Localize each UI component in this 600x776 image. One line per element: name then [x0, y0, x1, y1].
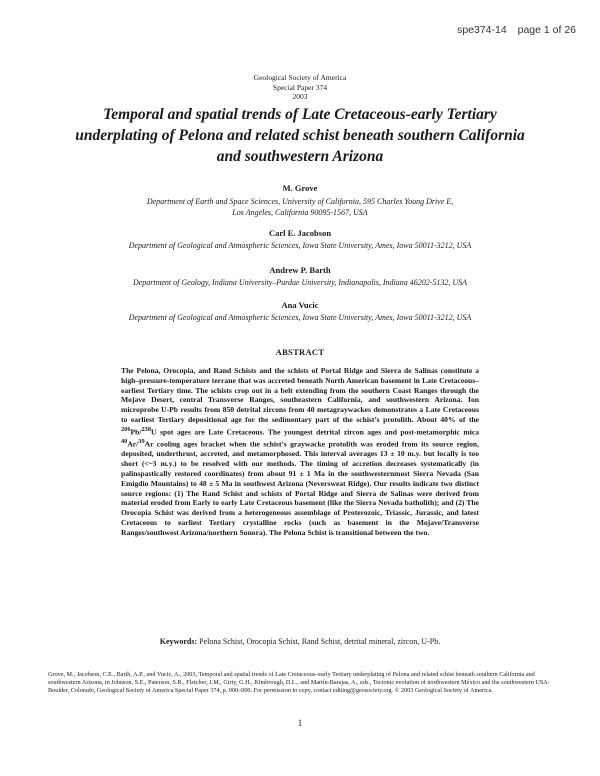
society-name: Geological Society of America	[253, 73, 347, 82]
isotope-superscript: 238	[141, 425, 151, 433]
affiliation-line: Department of Earth and Space Sciences, University of California, 595 Charles Young Drive E,	[146, 197, 454, 206]
keywords-text: Pelona Schist, Orocopia Schist, Rand Schist, detrital mineral, zircon, U-Pb.	[199, 637, 441, 646]
paper-title: Temporal and spatial trends of Late Cretaceous-early Tertiary underplating of Pelona and related schist beneath southern California and southwestern Arizona	[75, 106, 525, 165]
abstract-text: Ar/	[127, 439, 139, 449]
page-number: 1	[297, 718, 303, 728]
isotope-superscript: 206	[121, 425, 131, 433]
author-affiliation: Department of Geological and Atmospheric Sciences, Iowa State University, Ames, Iowa 50011-3212, USA	[128, 241, 472, 250]
abstract-text: The Pelona, Orocopia, and Rand Schists and the schists of Portal Ridge and Sierra de Salinas constitute a high–pressure-temperature terrane that was accreted beneath North American basement in Late Cretaceous–earliest Tertiary time. The schists crop out in a belt extending from the southern Coast Ranges through the Mojave Desert, central Transverse Ranges, southeastern California, and southwestern Arizona. Ion microprobe U-Pb results from 850 detrital zircons from 40 metagraywackes demonstrates a Late Cretaceous to earliest Tertiary depositional age for the sedimentary part of the schist’s protolith. About 40% of the	[121, 366, 479, 424]
author-affiliation	[20, 196, 580, 218]
isotope-superscript: 39	[138, 438, 145, 446]
abstract-text: Pb/	[130, 427, 142, 437]
publication-year: 2003	[292, 92, 308, 101]
affiliation-line: Los Angeles, California 90095-1567, USA	[232, 208, 368, 217]
abstract-text: Ar cooling ages bracket when the schist’s graywacke protolith was eroded from its source region, deposited, underthrust, accreted, and metamorphosed. This interval averages 13 ± 10 m.y. but locally is too short (<~3 m.y.) to be resolved with our methods. The timing of accretion decreases systematically (in palinspastically restored coordinates) from about 91 ± 1 Ma in the southwesternmost Sierra Nevada (San Emigdio Mountains) to 48 ± 5 Ma in southwest Arizona (Neversweat Ridge). Our results indicate two distinct source regions: (1) The Rand Schist and schists of Portal Ridge and Sierra de Salinas were derived from material eroded from Early to early Late Cretaceous basement (like the Sierra Nevada batholith); and (2) The Orocopia Schist was derived from a heterogeneous assemblage of Proterozoic, Triassic, Jurassic, and latest Cretaceous to earliest Tertiary crystalline rocks (such as basement in the Mojave/Transverse Ranges/southwest Arizona/northern Sonora). The Pelona Schist is transitional between the two.	[121, 439, 479, 537]
author-name: Carl E. Jacobson	[268, 228, 332, 238]
abstract-heading: ABSTRACT	[275, 347, 325, 357]
author-name: Ana Vucic	[281, 300, 319, 310]
abstract-body	[121, 366, 479, 538]
author-name: Andrew P. Barth	[269, 265, 331, 275]
isotope-superscript: 40	[121, 438, 128, 446]
page-indicator: page 1 of 26	[517, 24, 576, 36]
publication-info	[0, 73, 600, 102]
keywords-label: Keywords:	[159, 637, 198, 646]
series-name: Special Paper 374	[272, 82, 328, 92]
document-id: spe374-14	[457, 24, 507, 36]
author-name: M. Grove	[282, 183, 318, 193]
running-header	[449, 24, 576, 36]
author-affiliation: Department of Geological and Atmospheric Sciences, Iowa State University, Ames, Iowa 50011-3212, USA	[128, 313, 472, 322]
keywords-line	[0, 637, 600, 646]
author-affiliation: Department of Geology, Indiana University–Purdue University, Indianapolis, Indiana 46202-5132, USA	[132, 278, 468, 287]
abstract-text: U spot ages are Late Cretaceous. The youngest detrital zircon ages and post-metamorphic mica	[150, 427, 479, 437]
citation-footnote: Grove, M., Jacobson, C.E., Barth, A.P., and Vucic, A., 2003, Temporal and spatial trends of Late Cretaceous–early Tertiary underplating of Pelona and related schist beneath southern California and southwestern Arizona, in Johnson, S.E., Paterson, S.R., Fletcher, J.M., Girty, G.H., Kimbrough, D.L., and Martín-Barajas, A., eds., Tectonic evolution of northwestern México and the southwestern USA: Boulder, Colorado, Geological Society of America Special Paper 374, p. 000–000. For permission to copy, contact editing@geosociety.org. © 2003 Geological Society of America.	[48, 671, 550, 695]
